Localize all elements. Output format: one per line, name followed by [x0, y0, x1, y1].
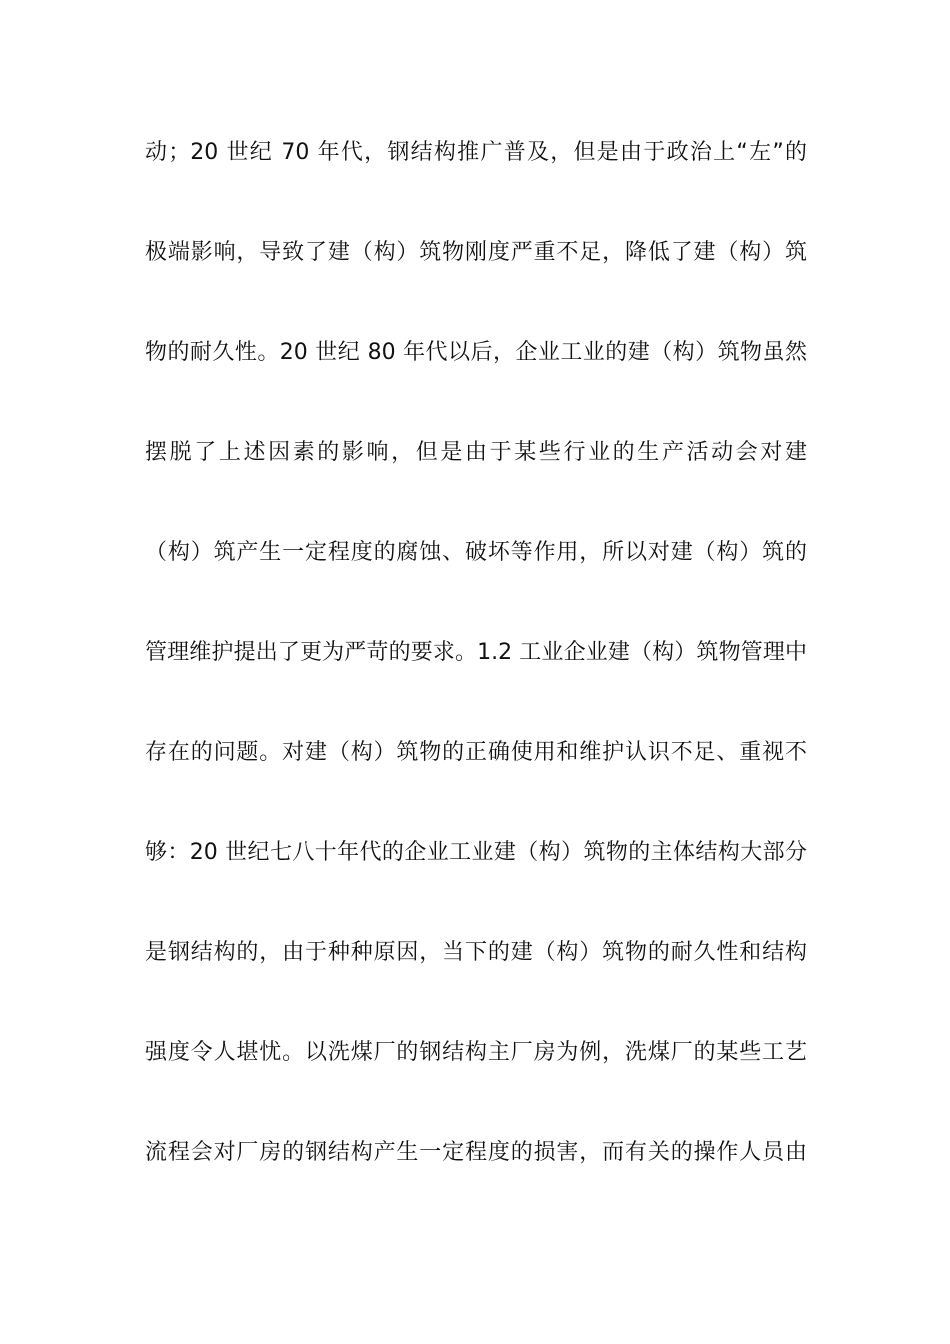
text-line: 物的耐久性。20 世纪 80 年代以后，企业工业的建（构）筑物虽然 — [145, 340, 807, 365]
text-line: 极端影响，导致了建（构）筑物刚度严重不足，降低了建（构）筑 — [145, 240, 807, 265]
text-line: 存在的问题。对建（构）筑物的正确使用和维护认识不足、重视不 — [145, 740, 807, 765]
text-line: 强度令人堪忧。以洗煤厂的钢结构主厂房为例，洗煤厂的某些工艺 — [145, 1040, 807, 1065]
text-line: 够：20 世纪七八十年代的企业工业建（构）筑物的主体结构大部分 — [145, 840, 807, 865]
text-line: 动；20 世纪 70 年代，钢结构推广普及，但是由于政治上“左”的 — [145, 140, 807, 165]
body-paragraph — [145, 128, 807, 1228]
text-line: 摆脱了上述因素的影响，但是由于某些行业的生产活动会对建 — [145, 440, 807, 465]
text-line: （构）筑产生一定程度的腐蚀、破坏等作用，所以对建（构）筑的 — [145, 540, 807, 565]
text-line: 流程会对厂房的钢结构产生一定程度的损害，而有关的操作人员由 — [145, 1140, 807, 1165]
text-line: 管理维护提出了更为严苛的要求。1.2 工业企业建（构）筑物管理中 — [145, 640, 807, 665]
text-line: 是钢结构的，由于种种原因，当下的建（构）筑物的耐久性和结构 — [145, 940, 807, 965]
